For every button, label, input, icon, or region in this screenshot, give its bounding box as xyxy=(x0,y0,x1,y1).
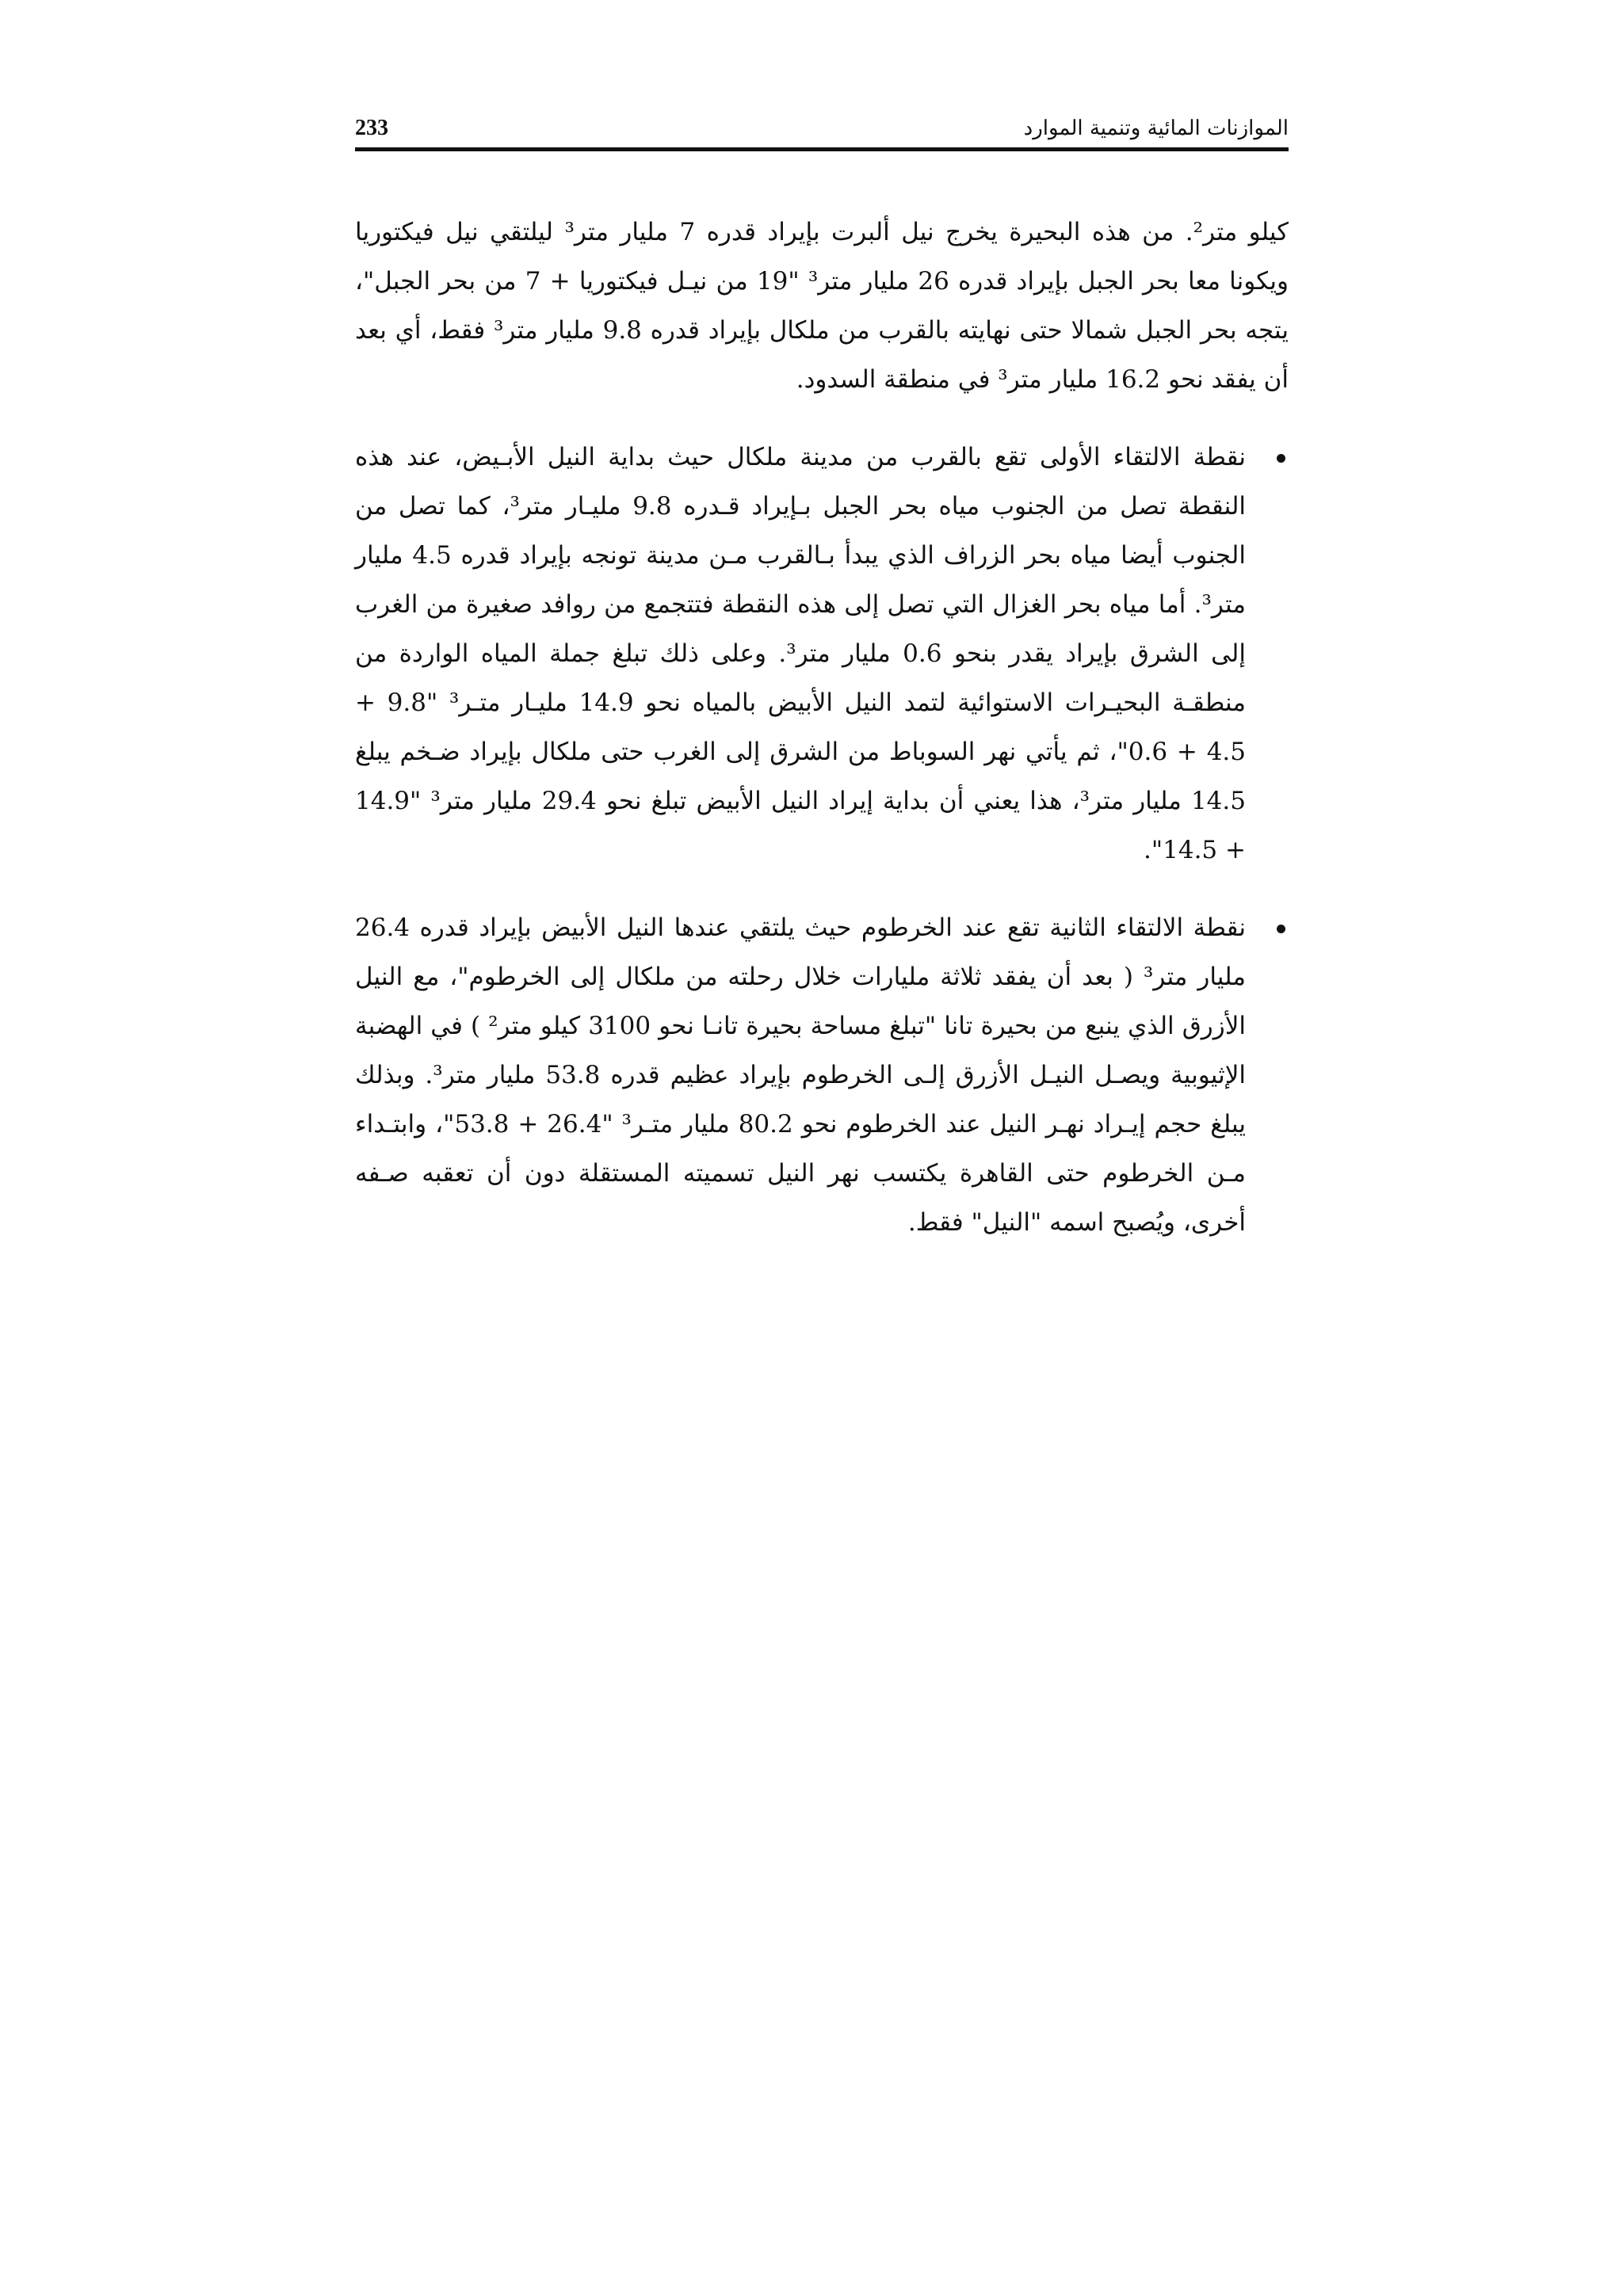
running-title: الموازنات المائية وتنمية الموارد xyxy=(1023,116,1289,140)
bullet-item-second-confluence xyxy=(355,903,1289,1247)
page-number: 233 xyxy=(355,116,388,140)
body-text xyxy=(355,208,1289,1276)
bullet-dot-icon xyxy=(1277,454,1285,463)
page-header xyxy=(355,101,1289,149)
bullet-item-first-confluence xyxy=(355,433,1289,875)
bullet-dot-icon xyxy=(1277,925,1285,933)
bullet-text: نقطة الالتقاء الثانية تقع عند الخرطوم حيث يلتقي عندها النيل الأبيض بإيراد قدره 26.4 مليار متر³ ( بعد أن يفقد ثلاثة مليارات خلال رحلته من ملكال إلى الخرطوم"، مع النيل الأزرق الذي ينبع من بحيرة تانا "تبلغ مساحة بحيرة تانـا نحو 3100 كيلو متر² ) في الهضبة الإثيوبية ويصـل النيـل الأزرق إلـى الخرطوم بإيراد عظيم قدره 53.8 مليار متر³. وبذلك يبلغ حجم إيـراد نهـر النيل عند الخرطوم نحو 80.2 مليار متـر³ "26.4 + 53.8"، وابتـداء مـن الخرطوم حتى القاهرة يكتسب نهر النيل تسميته المستقلة دون أن تعقبه صـفه أخرى، ويُصبح اسمه "النيل" فقط. xyxy=(355,913,1247,1237)
intro-paragraph: كيلو متر². من هذه البحيرة يخرج نيل ألبرت بإيراد قدره 7 مليار متر³ ليلتقي نيل فيكتوريا ويكونا معا بحر الجبل بإيراد قدره 26 مليار متر³ "19 من نيـل فيكتوريا + 7 من بحر الجبل"، يتجه بحر الجبل شمالا حتى نهايته بالقرب من ملكال بإيراد قدره 9.8 مليار متر³ فقط، أي بعد أن يفقد نحو 16.2 مليار متر³ في منطقة السدود. xyxy=(355,218,1289,394)
header-divider xyxy=(355,147,1289,151)
bullet-text: نقطة الالتقاء الأولى تقع بالقرب من مدينة ملكال حيث بداية النيل الأبـيض، عند هذه النقطة تصل من الجنوب مياه بحر الجبل بـإيراد قـدره 9.8 مليـار متر³، كما تصل من الجنوب أيضا مياه بحر الزراف الذي يبدأ بـالقرب مـن مدينة تونجه بإيراد قدره 4.5 مليار متر³. أما مياه بحر الغزال التي تصل إلى هذه النقطة فتتجمع من روافد صغيرة من الغرب إلى الشرق بإيراد يقدر بنحو 0.6 مليار متر³. وعلى ذلك تبلغ جملة المياه الواردة من منطقـة البحيـرات الاستوائية لتمد النيل الأبيض بالمياه نحو 14.9 مليـار متـر³ "9.8 + 4.5 + 0.6"، ثم يأتي نهر السوباط من الشرق إلى الغرب حتى ملكال بإيراد ضـخم يبلغ 14.5 مليار متر³، هذا يعني أن بداية إيراد النيل الأبيض تبلغ نحو 29.4 مليار متر³ "14.9 + 14.5". xyxy=(355,443,1247,864)
